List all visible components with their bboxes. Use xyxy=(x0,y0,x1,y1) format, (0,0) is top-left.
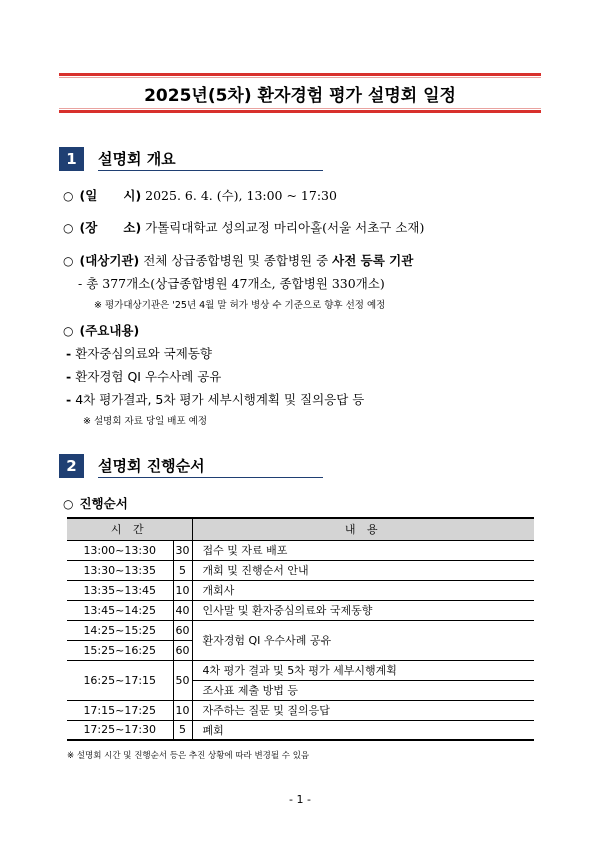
row-content: 폐회 xyxy=(192,720,534,740)
table-row xyxy=(67,540,534,560)
place-line xyxy=(63,218,424,236)
row-content: 자주하는 질문 및 질의응답 xyxy=(192,700,534,720)
row-time: 17:15~17:25 xyxy=(67,700,173,720)
row-minutes: 10 xyxy=(173,700,192,720)
target-label: (대상기관) xyxy=(79,253,140,268)
content-item-1 xyxy=(66,344,212,362)
content-note: ※ 설명회 자료 당일 배포 예정 xyxy=(83,416,208,427)
bullet-circle-icon: ○ xyxy=(63,254,74,268)
row-time: 16:25~17:15 xyxy=(67,660,173,700)
table-row xyxy=(67,700,534,720)
table-row xyxy=(67,720,534,740)
page-title-box xyxy=(59,73,541,113)
schedule-subtitle: 진행순서 xyxy=(79,496,128,511)
schedule-note: ※ 설명회 시간 및 진행순서 등은 추진 상황에 따라 변경될 수 있음 xyxy=(67,751,310,761)
table-row xyxy=(67,660,534,680)
section-2-header xyxy=(59,454,323,478)
row-minutes: 5 xyxy=(173,720,192,740)
bullet-circle-icon: ○ xyxy=(63,221,74,235)
table-header-row xyxy=(67,518,534,540)
table-row xyxy=(67,620,534,640)
page-number: - 1 - xyxy=(289,793,311,806)
content-item-text: 환자중심의료와 국제동향 xyxy=(75,346,212,361)
date-line xyxy=(63,186,337,204)
row-time: 13:30~13:35 xyxy=(67,560,173,580)
table-row xyxy=(67,600,534,620)
dash-icon: - xyxy=(66,392,72,407)
content-label: (주요내용) xyxy=(79,323,140,338)
row-content: 개회 및 진행순서 안내 xyxy=(192,560,534,580)
table-row xyxy=(67,580,534,600)
content-line xyxy=(63,321,139,339)
dash-icon: - xyxy=(66,346,72,361)
bullet-circle-icon: ○ xyxy=(63,189,74,203)
row-content: 4차 평가 결과 및 5차 평가 세부시행계획 xyxy=(192,660,534,680)
schedule-subtitle-line xyxy=(63,494,128,512)
target-line xyxy=(63,251,413,269)
date-value: 2025. 6. 4. (수), 13:00 ~ 17:30 xyxy=(145,188,337,203)
place-value: 가톨릭대학교 성의교정 마리아홀(서울 서초구 소재) xyxy=(145,220,425,235)
table-row xyxy=(67,560,534,580)
row-content: 환자경험 QI 우수사례 공유 xyxy=(192,620,534,660)
row-minutes: 30 xyxy=(173,540,192,560)
row-time: 13:45~14:25 xyxy=(67,600,173,620)
row-minutes: 60 xyxy=(173,640,192,660)
content-item-3 xyxy=(66,390,364,408)
row-minutes: 60 xyxy=(173,620,192,640)
target-note: ※ 평가대상기관은 '25년 4월 말 허가 병상 수 기준으로 향후 선정 예정 xyxy=(94,300,386,311)
row-time: 14:25~15:25 xyxy=(67,620,173,640)
page-title: 2025년(5차) 환자경험 평가 설명회 일정 xyxy=(144,85,456,106)
row-time: 13:35~13:45 xyxy=(67,580,173,600)
section-1-number: 1 xyxy=(59,147,84,171)
header-content: 내 용 xyxy=(192,518,534,540)
section-2-title: 설명회 진행순서 xyxy=(98,454,323,478)
header-time: 시 간 xyxy=(67,518,192,540)
row-content: 개회사 xyxy=(192,580,534,600)
row-content: 인사말 및 환자중심의료와 국제동향 xyxy=(192,600,534,620)
place-label: (장 소) xyxy=(79,220,142,235)
section-1-title: 설명회 개요 xyxy=(98,147,323,171)
target-sub: - 총 377개소(상급종합병원 47개소, 종합병원 330개소) xyxy=(78,276,385,291)
row-time: 17:25~17:30 xyxy=(67,720,173,740)
row-minutes: 5 xyxy=(173,560,192,580)
section-2-number: 2 xyxy=(59,454,84,478)
date-label: (일 시) xyxy=(79,188,142,203)
content-item-2 xyxy=(66,367,221,385)
dash-icon: - xyxy=(66,369,72,384)
bullet-circle-icon: ○ xyxy=(63,324,74,338)
content-item-text: 4차 평가결과, 5차 평가 세부시행계획 및 질의응답 등 xyxy=(75,392,365,407)
schedule-table xyxy=(67,517,534,741)
row-minutes: 40 xyxy=(173,600,192,620)
content-item-text: 환자경험 QI 우수사례 공유 xyxy=(75,369,222,384)
row-time: 13:00~13:30 xyxy=(67,540,173,560)
row-time: 15:25~16:25 xyxy=(67,640,173,660)
section-1-header xyxy=(59,147,323,171)
target-value-bold: 사전 등록 기관 xyxy=(332,253,414,268)
row-minutes: 10 xyxy=(173,580,192,600)
bullet-circle-icon: ○ xyxy=(63,497,74,511)
row-content: 조사표 제출 방법 등 xyxy=(192,680,534,700)
target-value: 전체 상급종합병원 및 종합병원 중 xyxy=(143,253,333,268)
row-minutes: 50 xyxy=(173,660,192,700)
row-content: 접수 및 자료 배포 xyxy=(192,540,534,560)
